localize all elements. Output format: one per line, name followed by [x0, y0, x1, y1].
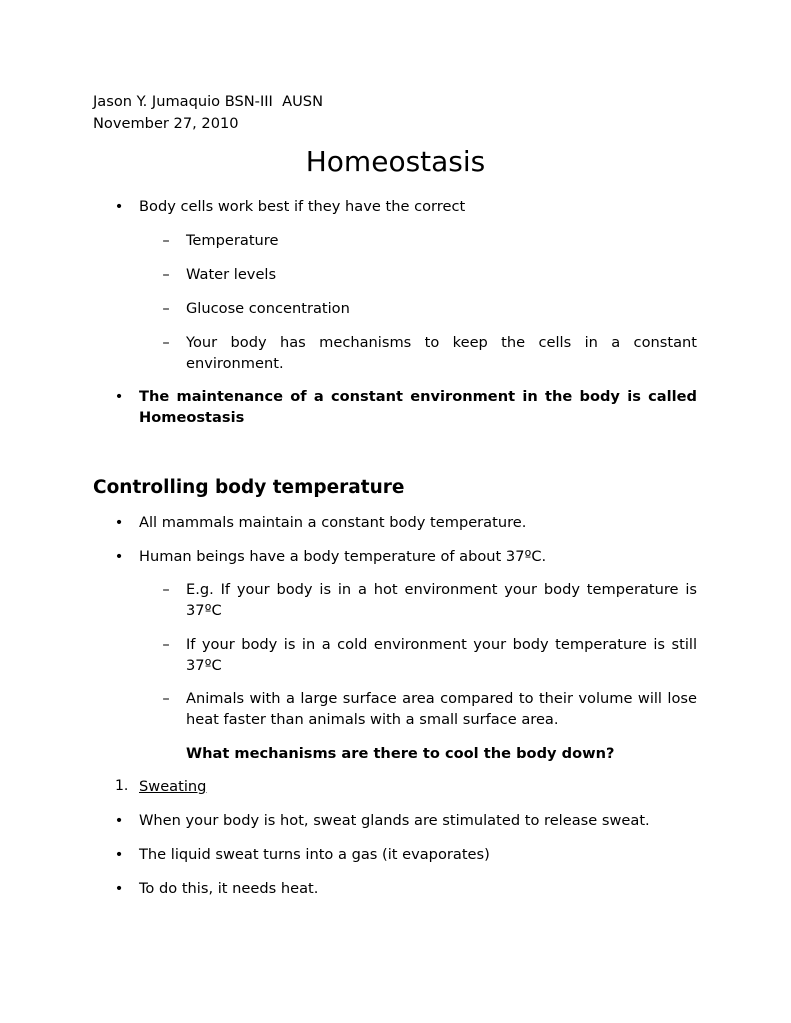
bullet-icon: • [114, 880, 124, 897]
sub-list-item: Animals with a large surface area compared to their volume will lose heat faster than animals with a small surface area. [186, 690, 697, 728]
section-heading: Controlling body temperature [93, 477, 405, 498]
author-line: Jason Y. Jumaquio BSN-III AUSN [93, 93, 323, 110]
question-text: What mechanisms are there to cool the body down? [186, 745, 615, 762]
sub-list-item: Water levels [186, 266, 277, 283]
dash-icon: – [162, 581, 170, 598]
sub-list-item: Your body has mechanisms to keep the cells in a constant environment. [186, 334, 697, 372]
page-title: Homeostasis [305, 145, 486, 178]
list-item: All mammals maintain a constant body temperature. [139, 514, 527, 531]
bullet-icon: • [114, 514, 124, 531]
list-number: 1. [115, 778, 129, 794]
dash-icon: – [162, 334, 170, 351]
list-item: Body cells work best if they have the correct [139, 198, 466, 215]
sub-list-item: Glucose concentration [186, 300, 350, 317]
list-item: When your body is hot, sweat glands are stimulated to release sweat. [139, 812, 650, 829]
dash-icon: – [162, 232, 170, 249]
sub-list-item: Temperature [186, 232, 279, 249]
sub-list-item: E.g. If your body is in a hot environment your body temperature is 37ºC [186, 581, 697, 619]
date-line: November 27, 2010 [93, 115, 239, 132]
bullet-icon: • [114, 812, 124, 829]
numbered-item-label: Sweating [139, 778, 207, 795]
list-item-definition: The maintenance of a constant environment in the body is called Homeostasis [139, 388, 697, 426]
bullet-icon: • [114, 198, 124, 215]
bullet-icon: • [114, 548, 124, 565]
list-item: Human beings have a body temperature of about 37ºC. [139, 548, 547, 565]
dash-icon: – [162, 266, 170, 283]
bullet-icon: • [114, 388, 124, 405]
bullet-icon: • [114, 846, 124, 863]
dash-icon: – [162, 300, 170, 317]
list-item: To do this, it needs heat. [139, 880, 319, 897]
dash-icon: – [162, 636, 170, 653]
list-item: The liquid sweat turns into a gas (it evaporates) [139, 846, 490, 863]
sub-list-item: If your body is in a cold environment your body temperature is still 37ºC [186, 636, 697, 674]
dash-icon: – [162, 690, 170, 707]
